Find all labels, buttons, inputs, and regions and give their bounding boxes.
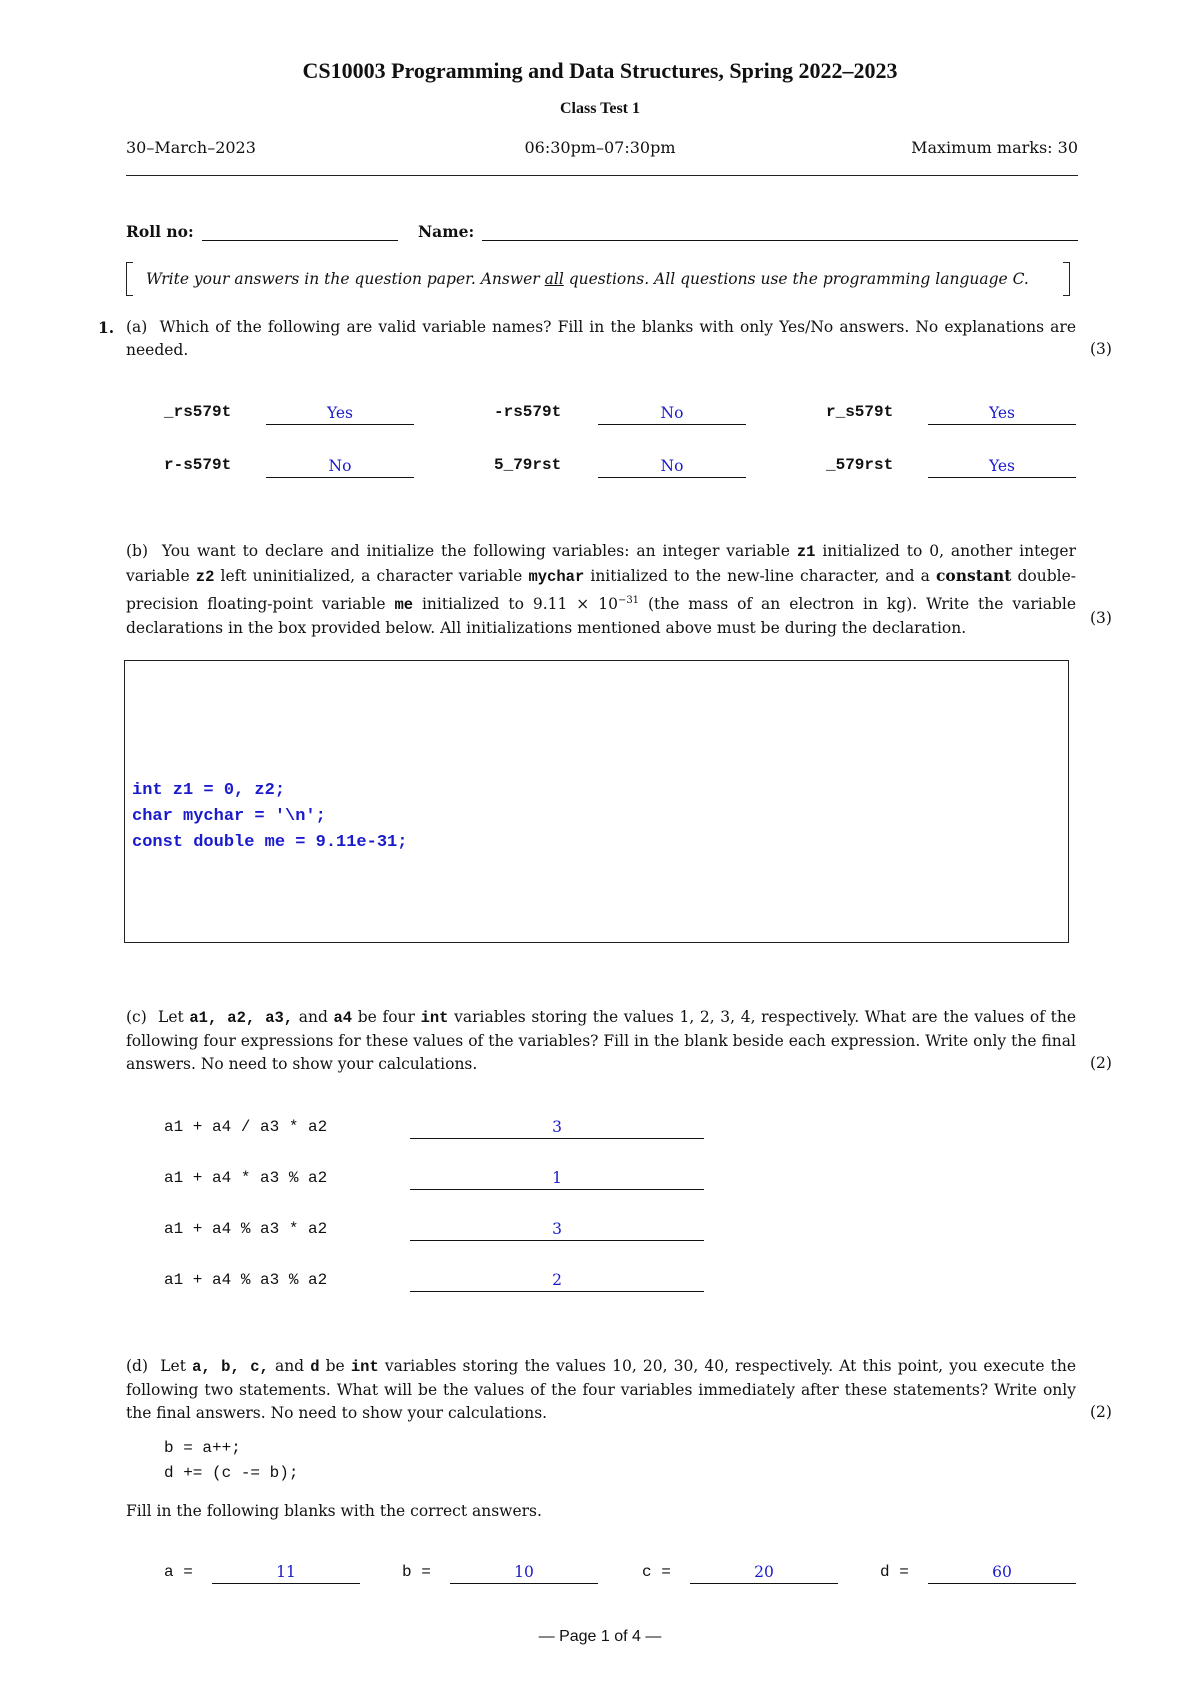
q1c-marks: (2) bbox=[1090, 1054, 1112, 1072]
exam-date: 30–March–2023 bbox=[126, 138, 256, 157]
expression-answer[interactable]: 3 bbox=[410, 1117, 704, 1139]
varname-item: -rs579t bbox=[494, 403, 562, 421]
name-field[interactable] bbox=[482, 240, 1078, 241]
varname-item: r_s579t bbox=[826, 403, 894, 421]
q1b-text: (b) You want to declare and initialize the following variables: an integer variable z1 initialized to 0, another integer variable z2 left uninitialized, a character variable mychar initialized to the new-line character, and a constant double-precision floating-point variable me initialized to $9.11 \times 10^{-31}$ (the mass of an electron in kg). Write the variable declarations in the box provided below. All initializations mentioned above must be during the declaration. bbox=[126, 542, 1076, 638]
q1d-marks: (2) bbox=[1090, 1403, 1112, 1421]
expression-answer[interactable]: 1 bbox=[410, 1168, 704, 1190]
answer-line: char mychar = '\n'; bbox=[132, 807, 326, 826]
instruction-bracket-right bbox=[1063, 262, 1070, 296]
varname-answer[interactable]: No bbox=[266, 456, 414, 478]
variable-answer[interactable]: 20 bbox=[690, 1562, 838, 1584]
variable-answer[interactable]: 10 bbox=[450, 1562, 598, 1584]
name-label: Name: bbox=[418, 222, 475, 241]
varname-item: 5_79rst bbox=[494, 456, 562, 474]
q1a-marks: (3) bbox=[1090, 340, 1112, 358]
expression-answer[interactable]: 2 bbox=[410, 1270, 704, 1292]
q1b-marks: (3) bbox=[1090, 609, 1112, 627]
code-line: d += (c -= b); bbox=[164, 1464, 299, 1482]
instructions: Write your answers in the question paper. Answer all questions. All questions use the programming language C. bbox=[146, 270, 1029, 288]
variable-answer[interactable]: 60 bbox=[928, 1562, 1076, 1584]
roll-field[interactable] bbox=[202, 240, 398, 241]
varname-answer[interactable]: Yes bbox=[266, 403, 414, 425]
expression: a1 + a4 % a3 * a2 bbox=[164, 1220, 328, 1238]
header-divider bbox=[126, 175, 1078, 176]
variable-label: b = bbox=[402, 1563, 431, 1581]
page-subtitle: Class Test 1 bbox=[559, 100, 641, 117]
roll-label: Roll no: bbox=[126, 222, 194, 241]
answer-line: const double me = 9.11e-31; bbox=[132, 833, 408, 852]
variable-label: d = bbox=[880, 1563, 909, 1581]
expression-answer[interactable]: 3 bbox=[410, 1219, 704, 1241]
variable-answer[interactable]: 11 bbox=[212, 1562, 360, 1584]
variable-label: c = bbox=[642, 1563, 671, 1581]
varname-answer[interactable]: Yes bbox=[928, 456, 1076, 478]
expression: a1 + a4 * a3 % a2 bbox=[164, 1169, 328, 1187]
question-number: 1. bbox=[98, 318, 115, 337]
varname-item: _rs579t bbox=[164, 403, 232, 421]
expression: a1 + a4 / a3 * a2 bbox=[164, 1118, 328, 1136]
q1c-text: (c) Let a1, a2, a3, and a4 be four int variables storing the values 1, 2, 3, 4, respectively. What are the values of the following four expressions for these values of the variables? Fill in the blank beside each expression. Write only the final answers. No need to show your calculations. bbox=[126, 1008, 1077, 1073]
page-footer: — Page 1 of 4 — bbox=[538, 1628, 662, 1645]
varname-item: r-s579t bbox=[164, 456, 232, 474]
varname-answer[interactable]: No bbox=[598, 456, 746, 478]
expression: a1 + a4 % a3 % a2 bbox=[164, 1271, 328, 1289]
varname-answer[interactable]: No bbox=[598, 403, 746, 425]
exam-time: 06:30pm–07:30pm bbox=[524, 138, 676, 157]
q1a-text: (a) Which of the following are valid variable names? Fill in the blanks with only Yes/No answers. No explanations are needed. bbox=[126, 318, 1077, 359]
varname-answer[interactable]: Yes bbox=[928, 403, 1076, 425]
instruction-bracket-left bbox=[126, 262, 133, 296]
fill-instruction: Fill in the following blanks with the correct answers. bbox=[126, 1502, 542, 1520]
code-line: b = a++; bbox=[164, 1439, 241, 1457]
variable-label: a = bbox=[164, 1563, 193, 1581]
page-title: CS10003 Programming and Data Structures, Spring 2022–2023 bbox=[302, 58, 898, 83]
q1d-text: (d) Let a, b, c, and d be int variables storing the values 10, 20, 30, 40, respectively. At this point, you execute the following two statements. What will be the values of the four variables immediately after these statements? Write only the final answers. No need to show your calculations. bbox=[126, 1357, 1077, 1422]
answer-line: int z1 = 0, z2; bbox=[132, 781, 286, 800]
varname-item: _579rst bbox=[826, 456, 894, 474]
max-marks: Maximum marks: 30 bbox=[911, 138, 1078, 157]
